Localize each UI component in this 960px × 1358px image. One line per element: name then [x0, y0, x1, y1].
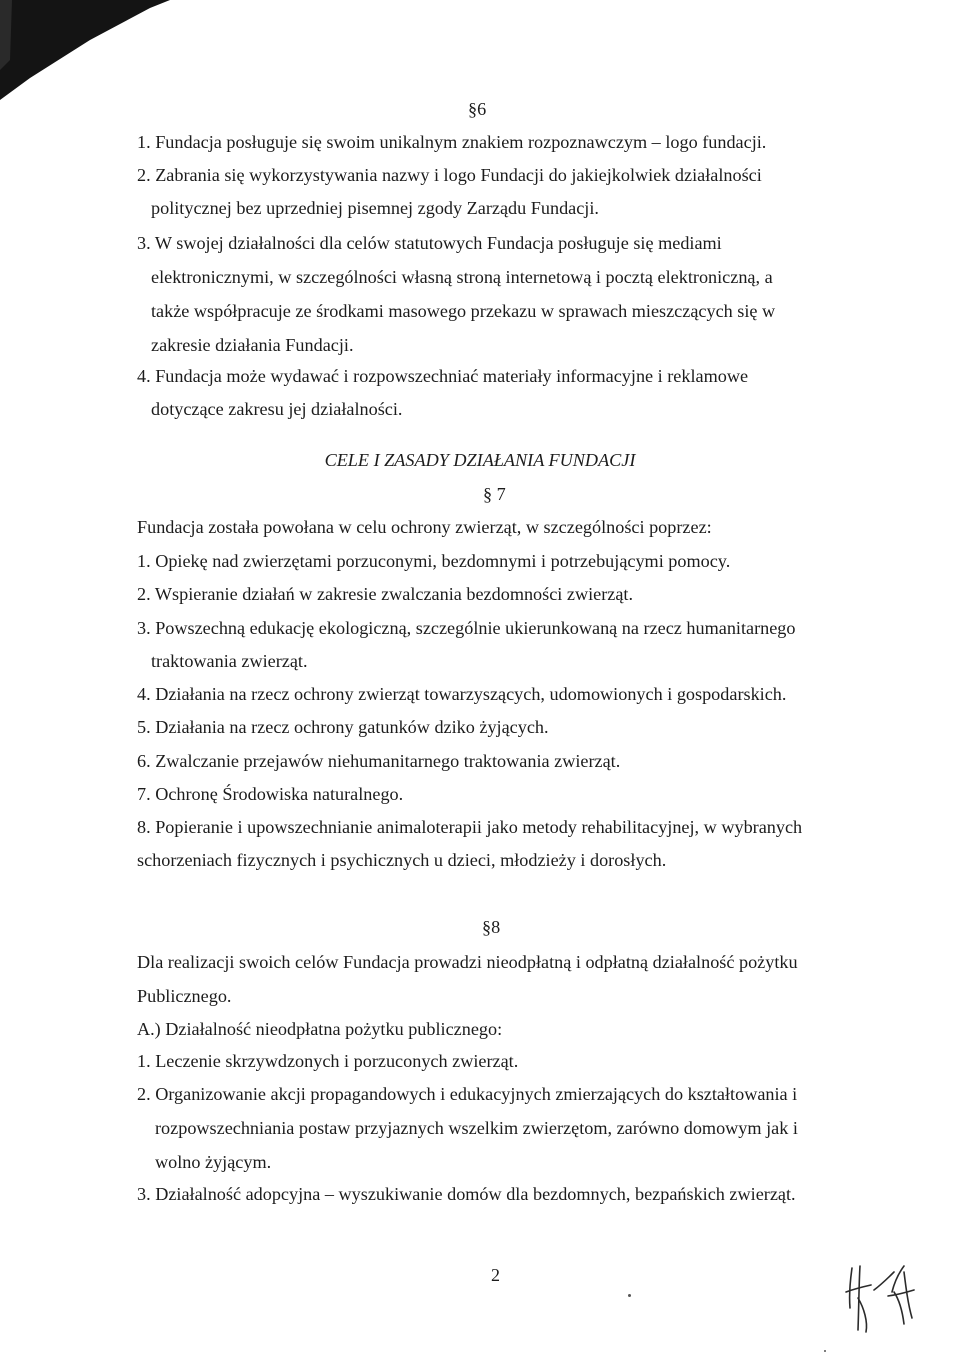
- section-7-title: § 7: [483, 484, 506, 504]
- section-7-point-1: 1. Opiekę nad zwierzętami porzuconymi, bezdomnymi i potrzebującymi pomocy.: [137, 551, 731, 571]
- section-7-point-8: 8. Popieranie i upowszechnianie animaloterapii jako metody rehabilitacyjnej, w wybranych: [137, 817, 803, 837]
- section-7-point-8-cont: schorzeniach fizycznych i psychicznych u dzieci, młodzieży i dorosłych.: [137, 850, 667, 870]
- goals-heading: CELE I ZASADY DZIAŁANIA FUNDACJI: [324, 450, 636, 470]
- section-8-point-2: 2. Organizowanie akcji propagandowych i edukacyjnych zmierzających do kształtowania i: [137, 1084, 798, 1104]
- section-7-point-5: 5. Działania na rzecz ochrony gatunków dziko żyjących.: [137, 717, 549, 737]
- scan-speck: [824, 1350, 826, 1352]
- scanned-page-corner: [0, 0, 170, 100]
- section-6-point-2: 2. Zabrania się wykorzystywania nazwy i logo Fundacji do jakiejkolwiek działalności: [137, 165, 762, 185]
- section-7-point-3-cont: traktowania zwierząt.: [151, 651, 308, 671]
- section-8-subsection-a: A.) Działalność nieodpłatna pożytku publicznego:: [137, 1019, 503, 1039]
- section-8-point-1: 1. Leczenie skrzywdzonych i porzuconych zwierząt.: [137, 1051, 519, 1071]
- section-6-point-2-cont: politycznej bez uprzedniej pisemnej zgody Zarządu Fundacji.: [151, 198, 599, 218]
- scan-speck: [628, 1294, 631, 1297]
- section-7-point-7: 7. Ochronę Środowiska naturalnego.: [137, 784, 404, 804]
- section-8-point-3: 3. Działalność adopcyjna – wyszukiwanie domów dla bezdomnych, bezpańskich zwierząt.: [137, 1184, 796, 1204]
- section-8-point-2-cont-1: rozpowszechniania postaw przyjaznych wszelkim zwierzętom, zarówno domowym jak i: [155, 1118, 798, 1138]
- section-7-point-4: 4. Działania na rzecz ochrony zwierząt towarzyszących, udomowionych i gospodarskich.: [137, 684, 787, 704]
- section-8-point-2-cont-2: wolno żyjącym.: [155, 1152, 272, 1172]
- section-6-point-3: 3. W swojej działalności dla celów statutowych Fundacja posługuje się mediami: [137, 233, 722, 253]
- section-7-point-3: 3. Powszechną edukację ekologiczną, szczególnie ukierunkowaną na rzecz humanitarnego: [137, 618, 796, 638]
- section-7-intro: Fundacja została powołana w celu ochrony zwierząt, w szczególności poprzez:: [137, 517, 712, 537]
- section-6-point-3-cont-1: elektronicznymi, w szczególności własną stroną internetową i pocztą elektroniczną, a: [151, 267, 773, 287]
- section-6-point-4-cont: dotyczące zakresu jej działalności.: [151, 399, 403, 419]
- section-6-point-3-cont-2: także współpracuje ze środkami masowego przekazu w sprawach mieszczących się w: [151, 301, 776, 321]
- section-7-point-2: 2. Wspieranie działań w zakresie zwalczania bezdomności zwierząt.: [137, 584, 634, 604]
- handwritten-initials-signature: [838, 1262, 928, 1334]
- page-number: 2: [491, 1265, 500, 1285]
- section-6-point-4: 4. Fundacja może wydawać i rozpowszechniać materiały informacyjne i reklamowe: [137, 366, 749, 386]
- section-6-title: §6: [468, 99, 487, 119]
- section-7-point-6: 6. Zwalczanie przejawów niehumanitarnego traktowania zwierząt.: [137, 751, 621, 771]
- section-8-intro-cont: Publicznego.: [137, 986, 232, 1006]
- section-8-intro: Dla realizacji swoich celów Fundacja prowadzi nieodpłatną i odpłatną działalność pożytku: [137, 952, 798, 972]
- section-6-point-3-cont-3: zakresie działania Fundacji.: [151, 335, 354, 355]
- section-6-point-1: 1. Fundacja posługuje się swoim unikalnym znakiem rozpoznawczym – logo fundacji.: [137, 132, 767, 152]
- section-8-title: §8: [482, 917, 501, 937]
